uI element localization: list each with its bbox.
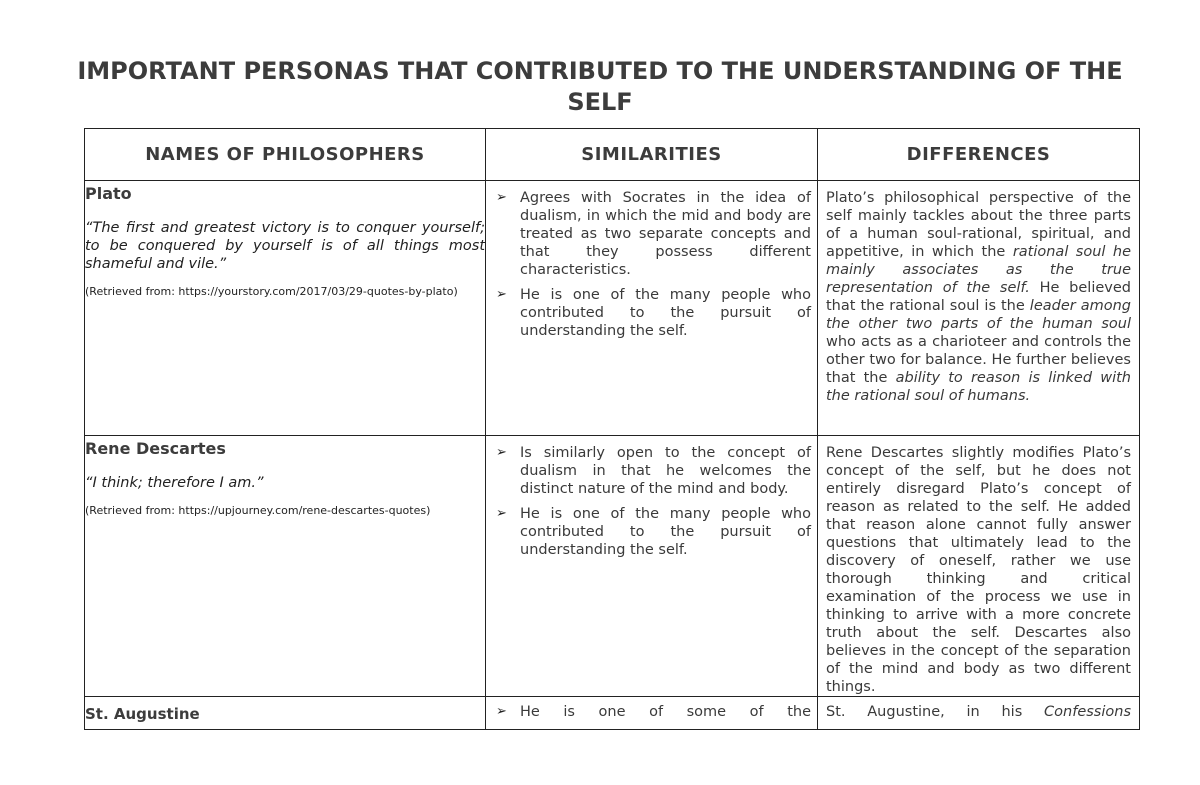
philosopher-cell <box>85 697 486 730</box>
arrowhead-bullet-icon: ➢ <box>496 704 507 719</box>
differences-cell <box>818 436 1140 697</box>
header-differences: DIFFERENCES <box>818 129 1140 181</box>
quote-source: (Retrieved from: https://yourstory.com/2017/03/29-quotes-by-plato) <box>85 285 458 298</box>
list-item <box>496 189 811 279</box>
similarities-cell <box>486 436 818 697</box>
page-title: IMPORTANT PERSONAS THAT CONTRIBUTED TO THE UNDERSTANDING OF THE SELF <box>77 57 1123 116</box>
header-similarities: SIMILARITIES <box>486 129 818 181</box>
differences-cell <box>818 181 1140 436</box>
arrowhead-bullet-icon: ➢ <box>496 287 507 302</box>
differences-emphasis: Confessions <box>1044 704 1131 720</box>
philosopher-name: Rene Descartes <box>85 439 226 458</box>
differences-emphasis: rational soul he mainly associates as the true representation of the self. <box>826 244 1131 296</box>
similarity-text: He is one of the many people who contributed to the pursuit of understanding the self. <box>520 287 811 339</box>
table-row <box>85 697 1140 730</box>
arrowhead-bullet-icon: ➢ <box>496 445 507 460</box>
similarities-list <box>486 697 817 721</box>
differences-text <box>818 181 1139 405</box>
differences-segment: Plato’s philosophical perspective of the self mainly tackles about the three parts of a human soul-rational, spiritual, and appetitive, in which the <box>826 190 1131 260</box>
philosopher-quote: “The first and greatest victory is to conquer yourself; to be conquered by yourself is of all things most shameful and vile.” <box>85 220 485 272</box>
philosopher-quote: “I think; therefore I am.” <box>85 475 264 491</box>
arrowhead-bullet-icon: ➢ <box>496 190 507 205</box>
differences-cell <box>818 697 1140 730</box>
header-names: NAMES OF PHILOSOPHERS <box>85 129 486 181</box>
similarity-text: Agrees with Socrates in the idea of dualism, in which the mid and body are treated as two separate concepts and that they possess different characteristics. <box>520 190 811 278</box>
similarities-list <box>486 181 817 340</box>
differences-segment: St. Augustine, in his <box>826 704 1045 720</box>
differences-emphasis: leader among the other two parts of the human soul <box>826 298 1131 332</box>
philosopher-cell <box>85 436 486 697</box>
similarity-text: He is one of the many people who contributed to the pursuit of understanding the self. <box>520 506 811 558</box>
philosopher-name: Plato <box>85 184 132 203</box>
list-item <box>496 505 811 559</box>
list-item <box>496 703 811 721</box>
table-row <box>85 436 1140 697</box>
list-item <box>496 286 811 340</box>
table-row <box>85 181 1140 436</box>
differences-text <box>818 697 1139 721</box>
similarities-list <box>486 436 817 559</box>
similarity-text: Is similarly open to the concept of dualism in that he welcomes the distinct nature of the mind and body. <box>520 445 811 497</box>
differences-segment: who acts as a charioteer and controls the other two for balance. He further believes that the <box>826 334 1131 386</box>
arrowhead-bullet-icon: ➢ <box>496 506 507 521</box>
similarity-text: He is one of some of the <box>520 704 811 720</box>
quote-source: (Retrieved from: https://upjourney.com/rene-descartes-quotes) <box>85 504 431 517</box>
differences-text: Rene Descartes slightly modifies Plato’s concept of the self, but he does not entirely disregard Plato’s concept of reason as related to the self. He added that reason alone cannot fully answer questions that ultimately lead to the discovery of oneself, rather we use thorough thinking and critical examination of the process we use in thinking to arrive with a more concrete truth about the self. Descartes also believes in the concept of the separation of the mind and body as two different things. <box>826 445 1131 695</box>
differences-segment: He believed that the rational soul is the <box>826 280 1131 314</box>
table-header-row <box>85 129 1140 181</box>
philosophers-table <box>84 128 1140 730</box>
differences-emphasis: ability to reason is linked with the rational soul of humans. <box>826 370 1131 404</box>
list-item <box>496 444 811 498</box>
philosopher-cell <box>85 181 486 436</box>
similarities-cell <box>486 181 818 436</box>
philosopher-name: St. Augustine <box>85 705 200 723</box>
similarities-cell <box>486 697 818 730</box>
